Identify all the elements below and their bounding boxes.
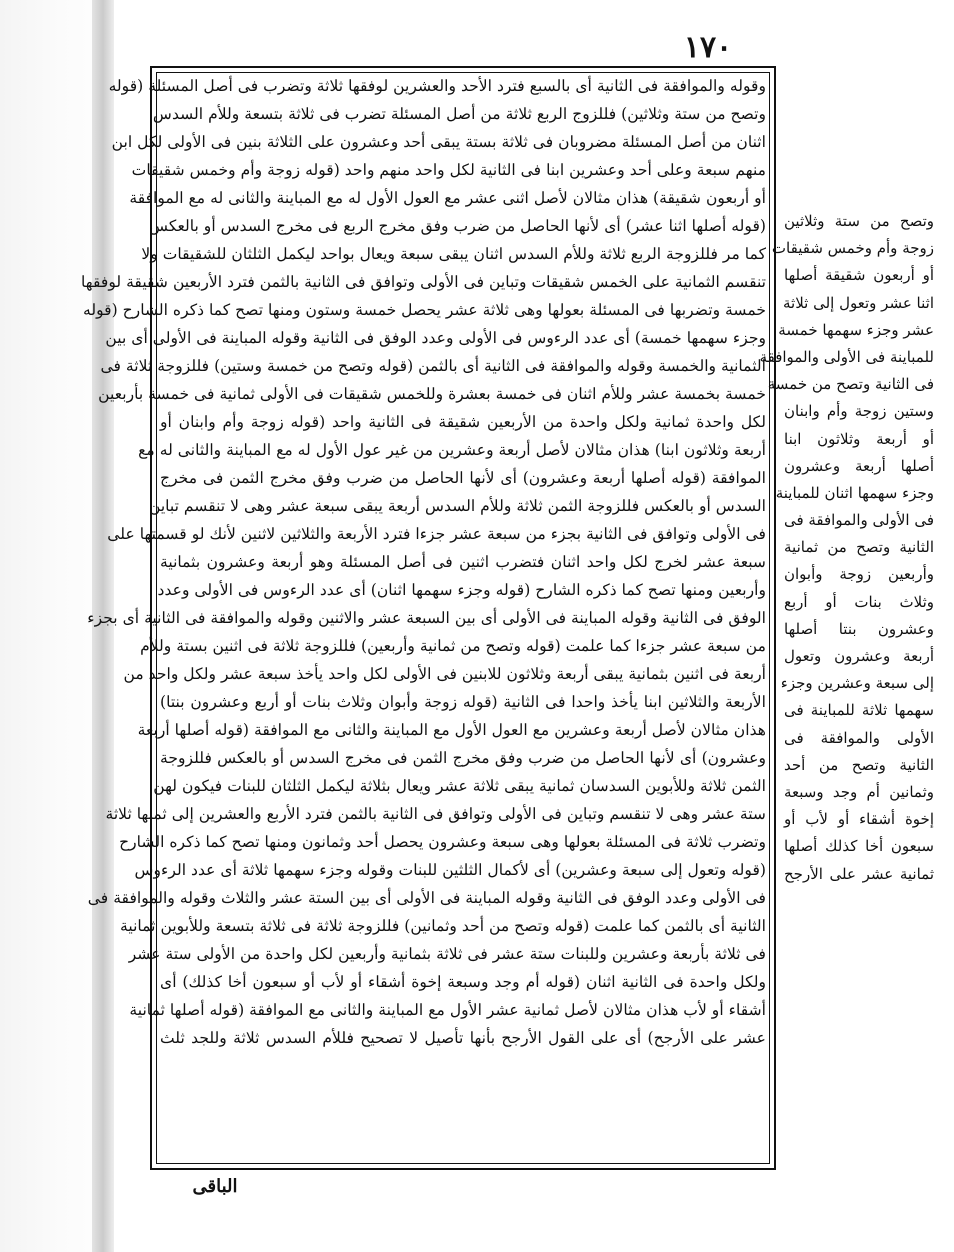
main-text-line: أربعة فى اثنين بثمانية يبقى أربعة وثلاثون للابنين فى الأولى لكل واحد يأخذ سبعة عشر ولكل واحد من <box>123 665 766 683</box>
main-text-line: وتضرب ثلاثة فى المسئلة بعولها وهى سبعة وعشرون يحصل أحد وثمانون ومنها تصح كما ذكره الشارح <box>119 833 766 851</box>
main-text-line: من سبعة عشر جزءا كما علمت (قوله وتصح من ثمانية وأربعين) فللزوجة ثلاثة فى اثنين بستة وللأم <box>140 637 766 655</box>
margin-text-line: زوجة وأم وخمس شقيقات <box>771 239 934 258</box>
margin-text-line: وجزء سهمها اثنان للمباينة <box>775 483 934 502</box>
main-text-line: وعشرون) أى لأنها الحاصل من ضرب وفق مخرج الثمن فى مخرج السدس أو بالعكس فللزوجة <box>160 749 766 767</box>
margin-text-line: وعشرون بنتا أصلها <box>784 619 934 638</box>
main-text-line: وأربعين ومنها تصح كما ذكره الشارح (قوله وجزء سهمها اثنان) أى عدد الرءوس فى الأولى وعدد <box>157 581 766 599</box>
main-text-line: سبعة عشر لخرج لكل واحد اثنان فتضرب اثنين فى أصل المسئلة وهو أربعة وعشرون بثمانية <box>160 553 766 571</box>
page-number: ١٧٠ <box>683 30 733 65</box>
main-text-line: وجزء سهمها خمسة) أى عدد الرءوس فى الأولى وعدد الوفق فى الثانية وقوله المباينة فى الأولى أى بين <box>105 329 766 347</box>
main-text-line: الثمانية والخمسة وقوله والموافقة فى الثانية أى بالثمن (قوله وتصح من خمسة وستين) فللزوجة ثلاثة فى <box>100 357 766 375</box>
main-text-line: خمسة بخمسة عشر وللأم اثنان فى خمسة بعشرة وللخمس شقيقات فى الأولى ثمانية فى خمسة بأربعين <box>98 385 766 403</box>
margin-text-line: عشر وجزء سهمها خمسة <box>778 320 934 339</box>
margin-commentary <box>759 208 934 988</box>
main-text-line: أو أربعون شقيقة) هذان مثالان لأصل اثنى عشر مع العول الأول له مع المباينة والثانى له مع الموافقة <box>129 189 766 207</box>
main-text-line: فى الأولى وعدد الوفق فى الثانية وقوله المباينة فى الأولى أى بين الستة عشر والثلاث وقوله والموافقة فى <box>87 889 766 907</box>
margin-text-line: إخوة أشقاء أو لأب أو <box>784 810 934 829</box>
margin-text-line: الثانية وتصح من أحد <box>784 755 934 774</box>
main-text-line: وقوله والموافقة فى الثانية أى بالسبع فترد الأحد والعشرين لوفقها ثلاثة وتضرب فى أصل المسئلة (قوله <box>108 77 766 95</box>
margin-text-line: وستين زوجة وأم وابنان <box>784 402 934 421</box>
main-text-line: أربعة وثلاثون ابنا) هذان مثالان لأصل أربعة وعشرين من غير عول الأول له مع المباينة والثانى له مع <box>138 441 766 459</box>
catchword: الباقى <box>192 1176 238 1197</box>
main-text-line: لكل واحدة ثمانية ولكل واحدة من الأربعين شقيقة فى الثانية واحد (قوله زوجة وأم وابنان أو <box>160 413 766 431</box>
margin-text-line: وثمانين أم وجد وسبعة <box>784 782 934 801</box>
main-text-line: الموافقة (قوله أصلها أربعة وعشرون) أى لأنها الحاصل من ضرب وفق مخرج الثمن فى مخرج <box>160 469 766 487</box>
main-text-line: الوفق فى الثانية وقوله المباينة فى الأولى أى بين السبعة عشر والاثنين وقوله والموافقة فى الثانية أى بجزء <box>87 609 766 627</box>
margin-text-line: فى الأولى والموافقة فى <box>783 511 934 530</box>
margin-text-line: إلى سبعة وعشرين وجزء <box>780 674 934 693</box>
margin-text-line: أربعة وعشرون وتعول <box>784 647 934 665</box>
main-text-line: ولكل واحدة فى الثانية اثنان (قوله أم وجد وسبعة إخوة أشقاء أو لأب أو سبعون أخا كذلك) أى <box>160 973 766 991</box>
main-text-line: منهم سبعة وعلى أحد وعشرين ابنا فى الثانية لكل واحد منهم واحد (قوله زوجة وأم وخمس شقيقات <box>131 161 766 179</box>
main-text-line: هذان مثالان لأصل أربعة وعشرين مع العول الأول مع المباينة والثانى مع الموافقة (قوله أصلها أربعة <box>137 721 766 739</box>
main-text-line: السدس أو بالعكس فللزوجة الثمن ثلاثة وللأم السدس أربعة يبقى سبعة عشر وهى لا تنقسم تباين <box>148 497 766 515</box>
margin-text-line: أو أربعون شقيقة أصلها <box>784 266 934 285</box>
main-text-line: خمسة وتضربها فى المسئلة بعولها وهى ثلاثة عشر يحصل خمسة وستون ومنها تصح كما ذكره الشارح (قوله <box>82 301 766 319</box>
margin-text-line: للمباينة فى الأولى والموافقة <box>759 347 934 366</box>
main-text-line: أشقاء أو لأب هذان مثالان لأصل ثمانية عشر الأول مع المباينة والثانى مع الموافقة (قوله أصلها ثمانية <box>129 1001 766 1019</box>
margin-text-line: وثلاث بنات أو أربع <box>784 592 934 611</box>
margin-text-line: أو أربعة وثلاثون ابنا <box>784 429 934 448</box>
main-text-line: ستة عشر وهى لا تنقسم وتباين فى الأولى وتوافق فى الثانية بالثمن فترد الأربع والعشرين إلى ثمنها ثلاثة <box>105 805 766 823</box>
main-text-line: الثمن ثلاثة وللأبوين السدسان ثمانية يبقى ثلاثة عشر ويعال بثلاثة ليكمل الثلثان للبنات فيكون لهن <box>153 777 766 795</box>
main-text-line: عشر على الأرجح) أى على القول الأرجح بأنها تأصيل لا تصحيح فللأم السدس ثلاثة وللجد ثلث <box>160 1029 766 1047</box>
margin-text-line: سهمها ثلاثة للمباينة فى <box>784 701 934 720</box>
margin-text-line: فى الثانية وتصح من خمسة <box>767 375 934 394</box>
main-text-line: كما مر فللزوجة الربع ثلاثة وللأم السدس اثنان يبقى سبعة ويعال بواحد ليكمل الثلثان للشقيقات ولا <box>141 245 766 263</box>
main-text-line: الثانية أى بالثمن كما علمت (قوله وتصح من أحد وثمانين) فللزوجة ثلاثة فى ثلاثة بتسعة وللأبوين ثمانية <box>120 917 766 935</box>
margin-text-line: وأربعين زوجة وأبوان <box>784 565 934 584</box>
margin-text-line: أصلها أربعة وعشرون <box>784 456 934 475</box>
main-text-line: وتصح من ستة وثلاثين) فللزوج الربع ثلاثة من أصل المسئلة تضرب فى ثلاثة بتسعة وللأم السدس <box>152 105 766 123</box>
margin-text-line: اثنا عشر وتعول إلى ثلاثة <box>782 293 934 312</box>
main-text-line: تنقسم الثمانية على الخمس شقيقات وتباين فى الأولى وتوافق فى الثانية بالثمن فترد الأربعين شقيقة لوفقها <box>81 273 766 291</box>
main-text-block <box>81 72 766 1164</box>
margin-text-line: وتصح من ستة وثلاثين <box>784 212 934 230</box>
main-text-line: الأربعة والثلاثين ابنا يأخذ واحدا فى الثانية (قوله زوجة وأبوان وثلاث بنات أو أربع وعشرون بنتا) <box>160 693 766 711</box>
margin-text-line: الثانية وتصح من ثمانية <box>784 538 934 557</box>
main-text-line: فى الأولى وتوافق فى الثانية بجزء من سبعة عشر جزءا فترد الأربعة والثلاثين لاثنين لأنك لو قسمتها على <box>107 525 766 543</box>
main-text-line: (قوله أصلها اثنا عشر) أى لأنها الحاصل من ضرب وفق مخرج الربع فى مخرج السدس أو بالعكس <box>148 217 766 235</box>
margin-text-line: سبعون أخا كذلك أصلها <box>784 837 934 856</box>
main-text-line: اثنان من أصل المسئلة مضروبان فى ثلاثة بستة يبقى أحد وعشرون على الثلاثة بنين فى الأولى لكل ابن <box>111 133 766 151</box>
margin-text-line: الأولى والموافقة فى <box>784 728 934 747</box>
main-text-line: (قوله وتعول إلى سبعة وعشرين) أى لأكمال الثلثين للبنات وقوله وجزء سهمها ثلاثة أى عدد الرءوس <box>134 861 766 879</box>
main-text-line: فى ثلاثة بأربعة وعشرين وللبنات ستة عشر فى ثلاثة بثمانية وأربعين لكل واحدة من الأولى ستة عشر <box>128 945 766 963</box>
margin-text-line: ثمانية عشر على الأرجح <box>784 864 934 883</box>
